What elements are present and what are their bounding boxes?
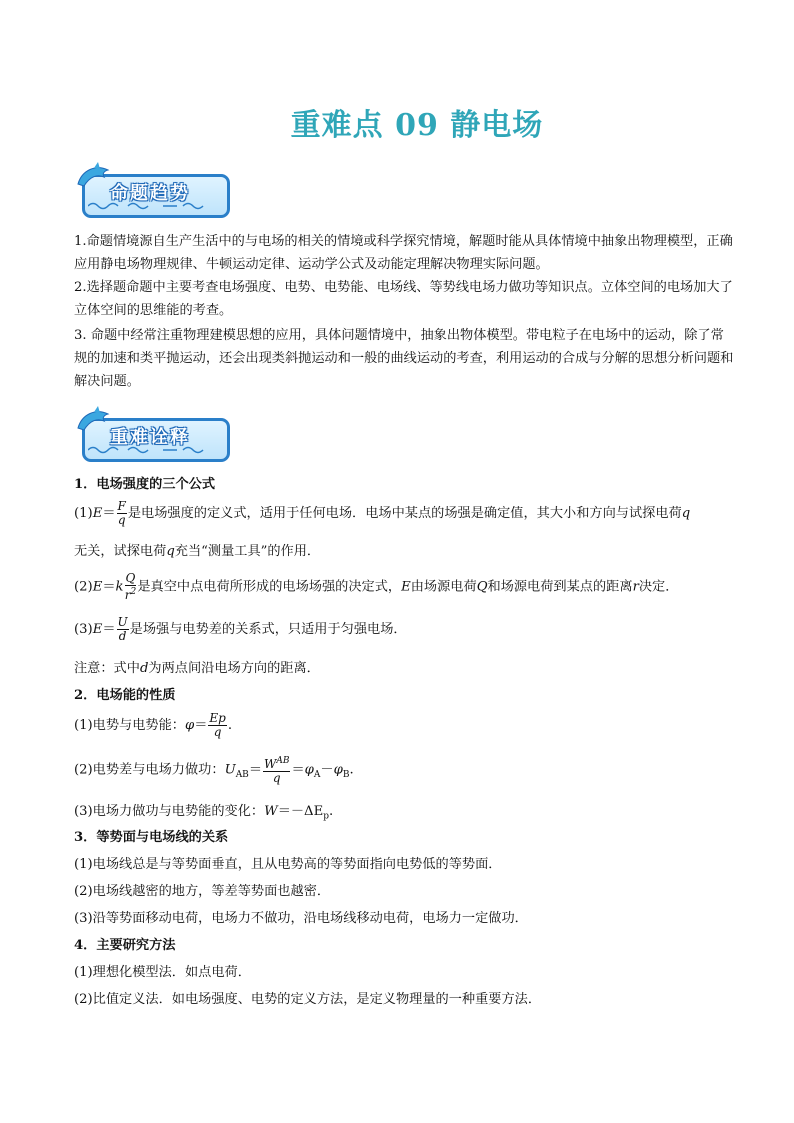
formula-rhs: ＝－ΔE [277, 804, 324, 819]
list-item: (2)比值定义法．如电场强度、电势的定义方法，是定义物理量的一种重要方法． [74, 992, 542, 1007]
trend-paragraph-3: 3. 命题中经常注重物理建模思想的应用，具体问题情境中，抽象出物体模型。带电粒子在电场中的运动，除了常规的加速和类平抛运动，还会出现类斜抛运动和一般的曲线运动的考查，利用运动的合成与分解的思想分析问题和解决问题。 [74, 328, 734, 389]
subscript: A [313, 770, 321, 781]
badge-label: 命题趋势 [110, 183, 190, 204]
symbol-d: d [139, 661, 149, 676]
formula-text: 决定． [638, 579, 679, 595]
formula-text: (1)电势与电势能： [74, 718, 185, 733]
item-prefix: (2) [74, 579, 93, 595]
symbol-k: k [115, 579, 124, 595]
subscript: p [323, 811, 329, 822]
equals-sign: ＝ [194, 718, 208, 733]
period: . [328, 804, 334, 819]
superscript: AB [276, 756, 290, 766]
symbol-phi: φ [304, 762, 314, 778]
symbol-q: Q [476, 579, 488, 595]
formula-text: 是场强与电势差的关系式，只适用于匀强电场． [129, 622, 407, 637]
trend-paragraph-2: 2.选择题命题中主要考查电场强度、电势、电势能、电场线、等势线电场力做功等知识点。立体空间的电场加大了立体空间的思维能的考查。 [74, 280, 733, 318]
explain-badge [74, 406, 236, 470]
period: . [349, 762, 354, 778]
fraction-q-over-r2 [125, 572, 137, 602]
formula-text: 和场源电荷到某点的距离 [487, 579, 633, 595]
subscript: B [342, 770, 350, 781]
list-item: (3)沿等势面移动电荷，电场力不做功，沿电场线移动电荷，电场力一定做功． [74, 911, 528, 926]
dolphin-icon [74, 162, 114, 192]
item-prefix: (1) [74, 506, 93, 521]
page-title: 重难点 09 静电场 [290, 108, 544, 143]
section4-heading: 4．主要研究方法 [74, 938, 176, 953]
denominator: q [213, 725, 222, 739]
symbol-phi: φ [333, 762, 343, 778]
note-text: 注意：式中 [74, 661, 140, 676]
section3-heading: 3．等势面与电场线的关系 [74, 830, 229, 845]
formula-text: (3)电场力做功与电势能的变化： [74, 804, 265, 819]
symbol-w: W [264, 804, 278, 819]
item-prefix: (3) [74, 622, 93, 637]
section1-heading: 1．电场强度的三个公式 [74, 477, 216, 492]
numerator: F [117, 499, 126, 513]
formula-text: 无关，试探电荷 [74, 544, 167, 559]
symbol-phi: φ [185, 718, 195, 733]
subscript: AB [235, 770, 249, 781]
formula-text: 是电场强度的定义式，适用于任何电场．电场中某点的场强是确定值，其大小和方向与试探电荷 [127, 506, 682, 521]
formula-e-definition [74, 500, 690, 527]
formula-potential-difference [74, 755, 354, 785]
denominator [125, 586, 137, 602]
section2-heading: 2．电场能的性质 [74, 688, 176, 703]
fraction-ep-over-q [208, 712, 226, 739]
equals-sign: ＝ [102, 506, 116, 521]
period: . [227, 718, 233, 733]
symbol-r: r [124, 588, 131, 602]
symbol-e: E [401, 579, 411, 595]
note-text: 为两点间沿电场方向的距离． [148, 661, 320, 676]
fraction-f-over-q [117, 500, 127, 527]
symbol-q: q [166, 544, 175, 559]
numerator: Ep [209, 711, 226, 725]
symbol-e: E [92, 622, 103, 637]
equals-sign: ＝ [102, 579, 116, 595]
symbol-e: E [92, 579, 103, 595]
numerator: U [117, 615, 128, 629]
denominator: q [117, 513, 126, 527]
section1-note [74, 657, 320, 676]
exponent: 2 [130, 587, 137, 597]
fraction-wab-over-q [263, 755, 290, 785]
formula-text: (2)电势差与电场力做功： [74, 762, 225, 778]
formula-text: 是真空中点电荷所形成的电场场强的决定式， [137, 579, 402, 595]
symbol-e: E [92, 506, 103, 521]
numerator [263, 755, 290, 772]
list-item: (1)理想化模型法．如点电荷． [74, 965, 251, 980]
formula-point-charge [74, 572, 678, 602]
formula-e-definition-cont [74, 540, 320, 559]
symbol-u: U [224, 762, 236, 778]
formula-work-energy [74, 800, 333, 822]
symbol-r: r [632, 579, 639, 595]
formula-potential [74, 712, 232, 739]
symbol-q: q [681, 506, 691, 521]
waves-icon [88, 444, 218, 456]
formula-uniform-field [74, 616, 407, 643]
badge-label: 重难诠释 [110, 427, 190, 448]
minus-sign: － [320, 762, 334, 778]
denominator: q [272, 771, 281, 785]
waves-icon [88, 200, 218, 212]
list-item: (1)电场线总是与等势面垂直，且从电势高的等势面指向电势低的等势面． [74, 857, 502, 872]
equals-sign: ＝ [102, 622, 116, 637]
dolphin-icon [74, 406, 114, 436]
denominator: d [118, 629, 127, 643]
equals-sign: ＝ [248, 762, 262, 778]
symbol-w: W [264, 757, 277, 771]
fraction-u-over-d [117, 616, 129, 643]
trend-paragraph-1: 1.命题情境源自生产生活中的与电场的相关的情境或科学探究情境，解题时能从具体情境中抽象出物理模型，正确应用静电场物理规律、牛顿运动定律、运动学公式及动能定理解决物理实际问题。 [74, 234, 733, 272]
numerator: Q [125, 571, 136, 585]
formula-text: 由场源电荷 [410, 579, 477, 595]
list-item: (2)电场线越密的地方，等差等势面也越密． [74, 884, 331, 899]
equals-sign: ＝ [291, 762, 305, 778]
formula-text: 充当“测量工具”的作用． [174, 544, 321, 559]
trend-badge [74, 162, 236, 226]
